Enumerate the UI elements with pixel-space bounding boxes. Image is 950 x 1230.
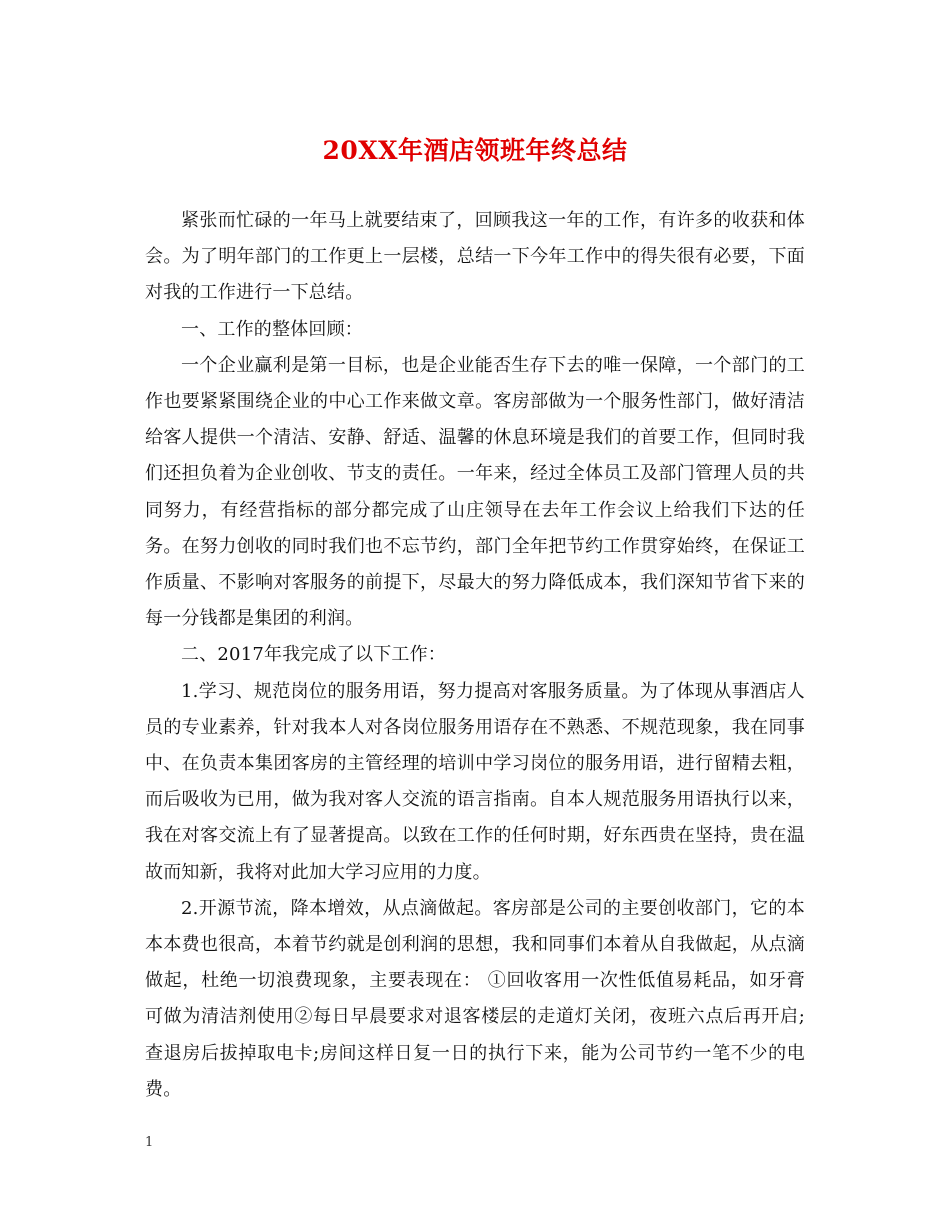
document-title: 20XX年酒店领班年终总结 — [322, 136, 628, 165]
paragraph-item-2: 2.开源节流，降本增效，从点滴做起。客房部是公司的主要创收部门，它的本本本费也很高，本着节约就是创利润的思想，我和同事们本着从自我做起，从点滴做起，杜绝一切浪费现象，主要表现在： ①回收客用一次性低值易耗品，如牙膏可做为清洁剂使用②每日早晨要求对退客楼层的走道灯关闭，夜班六点后再开启;查退房后拔掉取电卡;房间这样日复一日的执行下来，能为公司节约一笔不少的电费。 — [145, 897, 805, 1100]
section-heading-work-completed: 二、2017年我完成了以下工作： — [181, 644, 447, 666]
section-heading-overview: 一、工作的整体回顾： — [181, 318, 363, 340]
document-body — [145, 203, 805, 1108]
paragraph-overview: 一个企业赢利是第一目标，也是企业能否生存下去的唯一保障，一个部门的工作也要紧紧围绕企业的中心工作来做文章。客房部做为一个服务性部门，做好清洁给客人提供一个清洁、安静、舒适、温馨的休息环境是我们的首要工作，但同时我们还担负着为企业创收、节支的责任。一年来，经过全体员工及部门管理人员的共同努力，有经营指标的部分都完成了山庄领导在去年工作会议上给我们下达的任务。在努力创收的同时我们也不忘节约，部门全年把节约工作贯穿始终，在保证工作质量、不影响对客服务的前提下，尽最大的努力降低成本，我们深知节省下来的每一分钱都是集团的利润。 — [145, 354, 805, 630]
page-number: 1 — [145, 1135, 154, 1150]
paragraph-item-1: 1.学习、规范岗位的服务用语，努力提高对客服务质量。为了体现从事酒店人员的专业素养，针对我本人对各岗位服务用语存在不熟悉、不规范现象，我在同事中、在负责本集团客房的主管经理的培训中学习岗位的服务用语，进行留精去粗，而后吸收为已用，做为我对客人交流的语言指南。自本人规范服务用语执行以来，我在对客交流上有了显著提高。以致在工作的任何时期，好东西贵在坚持，贵在温故而知新，我将对此加大学习应用的力度。 — [145, 680, 805, 883]
paragraph-intro: 紧张而忙碌的一年马上就要结束了，回顾我这一年的工作，有许多的收获和体会。为了明年部门的工作更上一层楼，总结一下今年工作中的得失很有必要，下面对我的工作进行一下总结。 — [145, 210, 805, 304]
